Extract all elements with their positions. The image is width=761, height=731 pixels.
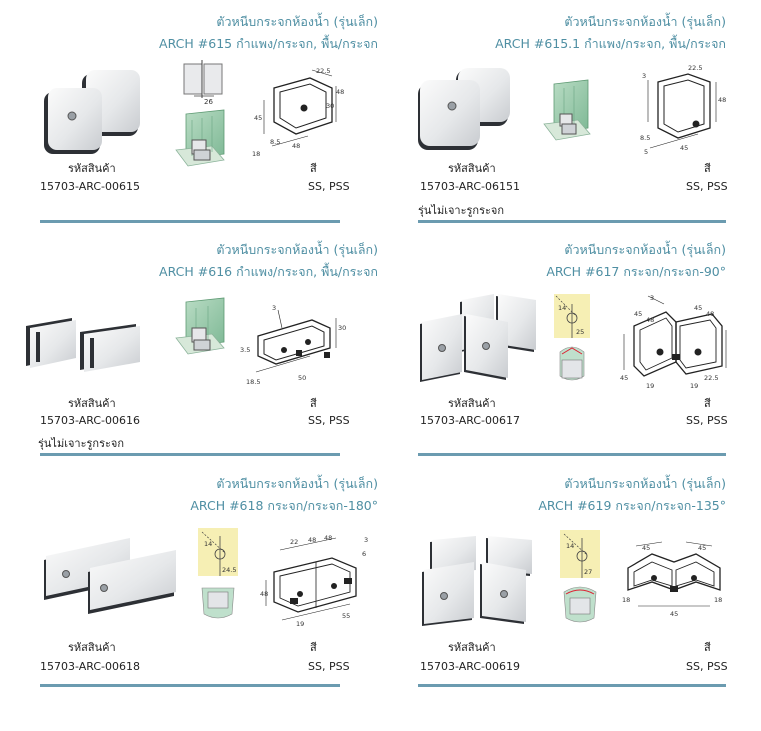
dim-label: 48: [324, 534, 333, 542]
dim-label: 45: [694, 304, 703, 312]
dim-label: 18: [714, 596, 723, 604]
dim-label: 30: [326, 102, 335, 110]
product-note: รุ่นไม่เจาะรูกระจก: [38, 437, 124, 450]
dim-label: 19: [690, 382, 699, 390]
dim-label: 48: [646, 316, 655, 324]
dim-label: 45: [634, 310, 643, 318]
section-divider: [40, 220, 340, 223]
inset-angle-drawing: [554, 294, 590, 388]
dim-label: 55: [342, 612, 351, 620]
product-title: ตัวหนีบกระจกห้องน้ำ (รุ่นเล็ก): [564, 242, 726, 257]
product-title: ตัวหนีบกระจกห้องน้ำ (รุ่นเล็ก): [216, 14, 378, 29]
color-label: สี: [310, 162, 317, 175]
code-label: รหัสสินค้า: [448, 162, 496, 175]
dim-label: 45: [642, 544, 651, 552]
product-model: ARCH #618 กระจก/กระจก-180°: [190, 498, 378, 513]
product-photo: [20, 316, 160, 372]
technical-drawing: [640, 62, 726, 162]
color-value: SS, PSS: [686, 180, 728, 193]
dim-label: 48: [706, 310, 715, 318]
dim-label: 48: [308, 536, 317, 544]
dim-label: 3: [642, 72, 647, 80]
dim-label: 25: [576, 328, 585, 336]
product-model: ARCH #616 กำแพง/กระจก, พื้น/กระจก: [159, 264, 378, 279]
product-title: ตัวหนีบกระจกห้องน้ำ (รุ่นเล็ก): [564, 14, 726, 29]
dim-label: 19: [296, 620, 305, 628]
dim-label: 48: [718, 96, 727, 104]
color-label: สี: [310, 641, 317, 654]
color-label: สี: [704, 162, 711, 175]
dim-label: 22.5: [688, 64, 703, 72]
technical-drawing: [260, 532, 372, 628]
install-illustration: [172, 298, 228, 364]
product-photo: [416, 66, 516, 156]
dim-label: 50: [298, 374, 307, 382]
dim-label: 5: [644, 148, 649, 156]
color-value: SS, PSS: [686, 414, 728, 427]
dim-label: 27: [584, 568, 593, 576]
product-title: ตัวหนีบกระจกห้องน้ำ (รุ่นเล็ก): [216, 242, 378, 257]
install-illustration: [542, 80, 592, 146]
product-title: ตัวหนีบกระจกห้องน้ำ (รุ่นเล็ก): [564, 476, 726, 491]
product-card-615: [38, 16, 378, 236]
dim-label: 6: [362, 550, 367, 558]
code-label: รหัสสินค้า: [68, 162, 116, 175]
dim-label: 45: [698, 544, 707, 552]
product-card-619: [386, 478, 726, 698]
product-photo: [38, 68, 148, 158]
product-code: 15703-ARC-06151: [420, 180, 520, 193]
product-card-6151: [386, 16, 726, 236]
dim-label: 3: [364, 536, 369, 544]
dim-label: 18: [252, 150, 261, 158]
code-label: รหัสสินค้า: [68, 641, 116, 654]
dim-label: 14: [566, 542, 575, 550]
color-label: สี: [704, 397, 711, 410]
color-value: SS, PSS: [308, 660, 350, 673]
product-card-616: [38, 244, 378, 464]
dim-label: 18: [622, 596, 631, 604]
section-divider: [40, 453, 340, 456]
dim-label: 45: [670, 610, 679, 618]
code-label: รหัสสินค้า: [68, 397, 116, 410]
section-divider: [418, 684, 726, 687]
product-code: 15703-ARC-00617: [420, 414, 520, 427]
install-illustration: [172, 110, 228, 174]
dim-label: 3: [272, 304, 277, 312]
dim-label: 48: [260, 590, 269, 598]
color-value: SS, PSS: [686, 660, 728, 673]
product-card-618: [38, 478, 378, 698]
inset-drawing: [180, 60, 228, 104]
dim-label: 22.5: [704, 374, 719, 382]
product-photo: [38, 534, 188, 620]
inset-angle-drawing: [560, 530, 600, 628]
color-label: สี: [704, 641, 711, 654]
dim-label: 22: [290, 538, 299, 546]
product-title: ตัวหนีบกระจกห้องน้ำ (รุ่นเล็ก): [216, 476, 378, 491]
color-label: สี: [310, 397, 317, 410]
product-note: รุ่นไม่เจาะรูกระจก: [418, 204, 504, 217]
color-value: SS, PSS: [308, 414, 350, 427]
dim-label: 48: [336, 88, 345, 96]
inset-angle-drawing: [198, 528, 238, 624]
technical-drawing: [252, 64, 345, 160]
dim-label: 48: [292, 142, 301, 150]
color-value: SS, PSS: [308, 180, 350, 193]
dim-label: 26: [204, 98, 213, 106]
dim-label: 3: [650, 294, 655, 302]
product-card-617: [386, 244, 726, 464]
product-code: 15703-ARC-00616: [40, 414, 140, 427]
product-code: 15703-ARC-00618: [40, 660, 140, 673]
dim-label: 45: [254, 114, 263, 122]
dim-label: 30: [338, 324, 347, 332]
product-model: ARCH #617 กระจก/กระจก-90°: [546, 264, 726, 279]
product-model: ARCH #615.1 กำแพง/กระจก, พื้น/กระจก: [495, 36, 726, 51]
dim-label: 14: [204, 540, 213, 548]
product-model: ARCH #615 กำแพง/กระจก, พื้น/กระจก: [159, 36, 378, 51]
dim-label: 3.5: [240, 346, 251, 354]
product-model: ARCH #619 กระจก/กระจก-135°: [538, 498, 726, 513]
dim-label: 45: [680, 144, 689, 152]
dim-label: 14: [558, 304, 567, 312]
technical-drawing: [238, 298, 346, 390]
product-code: 15703-ARC-00619: [420, 660, 520, 673]
dim-label: 19: [646, 382, 655, 390]
dim-label: 24.5: [222, 566, 237, 574]
dim-label: 8.5: [640, 134, 651, 142]
product-photo: [416, 294, 546, 384]
dim-label: 45: [620, 374, 629, 382]
code-label: รหัสสินค้า: [448, 641, 496, 654]
technical-drawing: [620, 294, 730, 394]
product-photo: [420, 532, 540, 628]
section-divider: [40, 684, 340, 687]
dim-label: 8.5: [270, 138, 281, 146]
technical-drawing: [622, 540, 728, 620]
product-code: 15703-ARC-00615: [40, 180, 140, 193]
section-divider: [418, 220, 726, 223]
dim-label: 22.5: [316, 67, 331, 75]
dim-label: 18.5: [246, 378, 261, 386]
code-label: รหัสสินค้า: [448, 397, 496, 410]
section-divider: [418, 453, 726, 456]
